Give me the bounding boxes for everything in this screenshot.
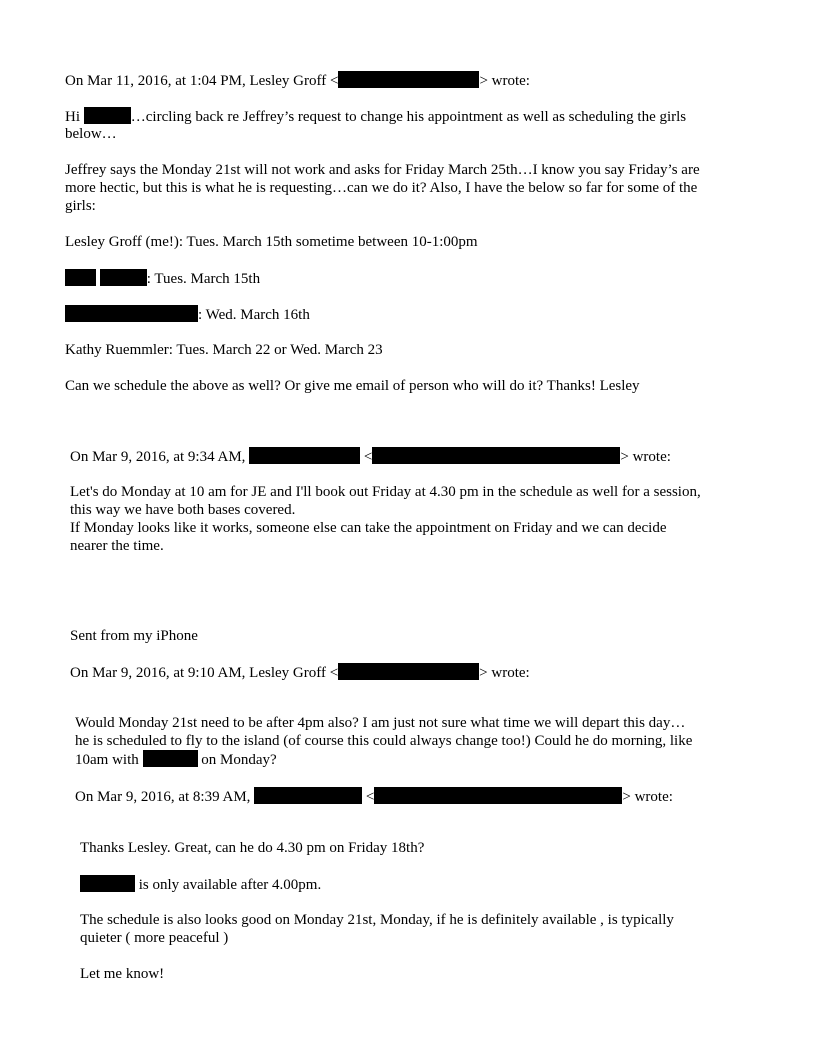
redaction: [338, 663, 479, 680]
m3-header: On Mar 9, 2016, at 9:10 AM, Lesley Groff < > wrote:: [70, 665, 530, 681]
redaction: [84, 107, 131, 124]
m3-text-line: 10am with on Monday?: [75, 752, 277, 768]
m4-text-line: quieter ( more peaceful ): [80, 930, 229, 946]
redaction: [143, 750, 198, 767]
m1-header: On Mar 11, 2016, at 1:04 PM, Lesley Groff < > wrote:: [65, 73, 530, 89]
m3-text-line: Would Monday 21st need to be after 4pm also? I am just not sure what time we will depart this day…: [75, 715, 686, 731]
m2-text-line: Let's do Monday at 10 am for JE and I'll book out Friday at 4.30 pm in the schedule as well for a session,: [70, 484, 701, 500]
redaction: [338, 71, 479, 88]
m2-header: On Mar 9, 2016, at 9:34 AM, < > wrote:: [70, 449, 671, 465]
signature: Sent from my iPhone: [70, 628, 198, 644]
m3-text-line: he is scheduled to fly to the island (of course this could always change too!) Could he do morning, like: [75, 733, 693, 749]
redaction: [65, 269, 96, 286]
m4-text-line: is only available after 4.00pm.: [80, 875, 321, 894]
m4-header: On Mar 9, 2016, at 8:39 AM, < > wrote:: [75, 789, 673, 805]
schedule-entry: : Tues. March 15th: [65, 269, 260, 288]
redaction: [100, 269, 147, 286]
m2-text-line: If Monday looks like it works, someone else can take the appointment on Friday and we can decide: [70, 520, 667, 536]
redaction: [374, 787, 622, 804]
m2-text-line: this way we have both bases covered.: [70, 502, 296, 518]
redaction: [249, 447, 360, 464]
m4-text-line: The schedule is also looks good on Monday 21st, Monday, if he is definitely available , is typically: [80, 912, 674, 928]
m1-greeting: Hi …circling back re Jeffrey’s request to change his appointment as well as scheduling the girls: [65, 109, 687, 125]
m1-text-line: more hectic, but this is what he is requesting…can we do it? Also, I have the below so far for some of the: [65, 180, 698, 196]
schedule-entry: : Wed. March 16th: [65, 305, 310, 324]
m1-closing: Can we schedule the above as well? Or give me email of person who will do it? Thanks! Lesley: [65, 378, 640, 394]
redaction: [80, 875, 135, 892]
redaction: [254, 787, 362, 804]
m4-text-line: Thanks Lesley. Great, can he do 4.30 pm on Friday 18th?: [80, 840, 425, 856]
m1-text-line: Jeffrey says the Monday 21st will not work and asks for Friday March 25th…I know you say Friday’s are: [65, 162, 700, 178]
m2-text-line: nearer the time.: [70, 538, 164, 554]
m1-text-line: below…: [65, 126, 117, 142]
schedule-entry: Lesley Groff (me!): Tues. March 15th sometime between 10-1:00pm: [65, 234, 478, 250]
redaction: [65, 305, 198, 322]
redaction: [372, 447, 620, 464]
m1-text-line: girls:: [65, 198, 96, 214]
schedule-entry: Kathy Ruemmler: Tues. March 22 or Wed. March 23: [65, 342, 383, 358]
m4-text-line: Let me know!: [80, 966, 165, 982]
